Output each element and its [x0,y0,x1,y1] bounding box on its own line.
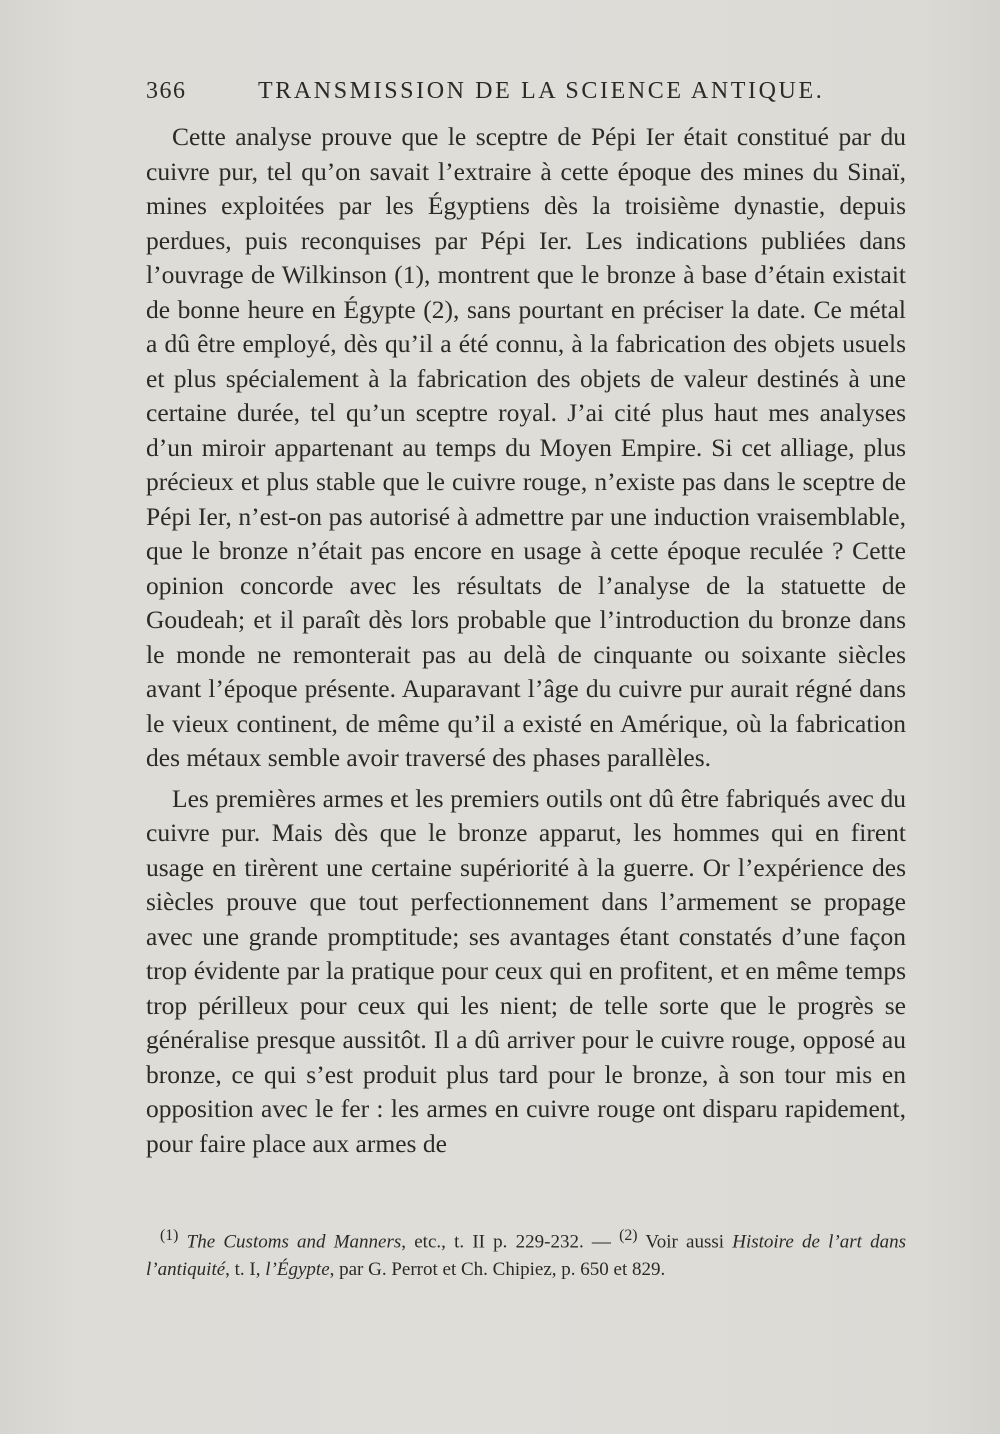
footnote-2-mid: , t. I, [225,1259,266,1281]
footnotes [146,1222,906,1284]
footnote-2-lead: Voir aussi [637,1231,733,1253]
page-number: 366 [146,78,187,104]
footnote-1-title: The Customs and Manners [186,1231,402,1253]
paragraph-2: Les premières armes et les premiers outils ont dû être fabriqués avec du cuivre pur. Mais dès que le bronze apparut, les hommes qui en firent usage en tirèrent une certaine supériorité à la guerre. Or l’expérience des siècles prouve que tout perfectionnement dans l’armement se propage avec une grande promptitude; ses avantages étant constatés d’une façon trop évidente par la pratique pour ceux qui en profitent, et en même temps trop périlleux pour ceux qui les nient; de telle sorte que le progrès se généralise presque aussitôt. Il a dû arriver pour le cuivre rouge, opposé au bronze, ce qui s’est produit plus tard pour le bronze, à son tour mis en opposition avec le fer : les armes en cuivre rouge ont disparu rapidement, pour faire place aux armes de [146,783,906,1158]
body-text [146,120,906,1161]
running-header [146,78,906,110]
footnote-2-title-a: Histoire de l’art dans l’antiquité [146,1231,906,1281]
footnote-block [146,1222,906,1284]
footnote-marker-2: (2) [619,1227,638,1244]
footnote-2-text: , par G. Perrot et Ch. Chipiez, p. 650 et 829. [329,1259,666,1281]
footnote-2-title-b: l’Égypte [265,1259,330,1281]
footnote-marker-1: (1) [160,1227,179,1244]
footnote-1-text: , etc., t. II p. 229-232. — [401,1231,620,1253]
running-title: TRANSMISSION DE LA SCIENCE ANTIQUE. [258,78,825,104]
paragraph-1: Cette analyse prouve que le sceptre de Pépi Ier était constitué par du cuivre pur, tel qu’on savait l’extraire à cette époque des mines du Sinaï, mines exploitées par les Égyptiens dès la troisième dynastie, depuis perdues, puis reconquises par Pépi Ier. Les indications publiées dans l’ouvrage de Wilkinson (1), montrent que le bronze à base d’étain existait de bonne heure en Égypte (2), sans pourtant en préciser la date. Ce métal a dû être employé, dès qu’il a été connu, à la fabrication des objets usuels et plus spécialement à la fabrication des objets de valeur destinés à une certaine durée, tel qu’un sceptre royal. J’ai cité plus haut mes analyses d’un miroir appartenant au temps du Moyen Empire. Si cet alliage, plus précieux et plus stable que le cuivre rouge, n’existe pas dans le sceptre de Pépi Ier, n’est-on pas autorisé à admettre par une induction vraisemblable, que le bronze n’était pas encore en usage à cette époque reculée ? Cette opinion concorde avec les résultats de l’analyse de la statuette de Goudeah; et il paraît dès lors probable que l’introduction du bronze dans le monde ne remonterait pas au delà de cinquante ou soixante siècles avant l’époque présente. Auparavant l’âge du cuivre pur aurait régné dans le vieux continent, de même qu’il a existé en Amérique, où la fabrication des métaux semble avoir traversé des phases parallèles. [146,122,906,772]
